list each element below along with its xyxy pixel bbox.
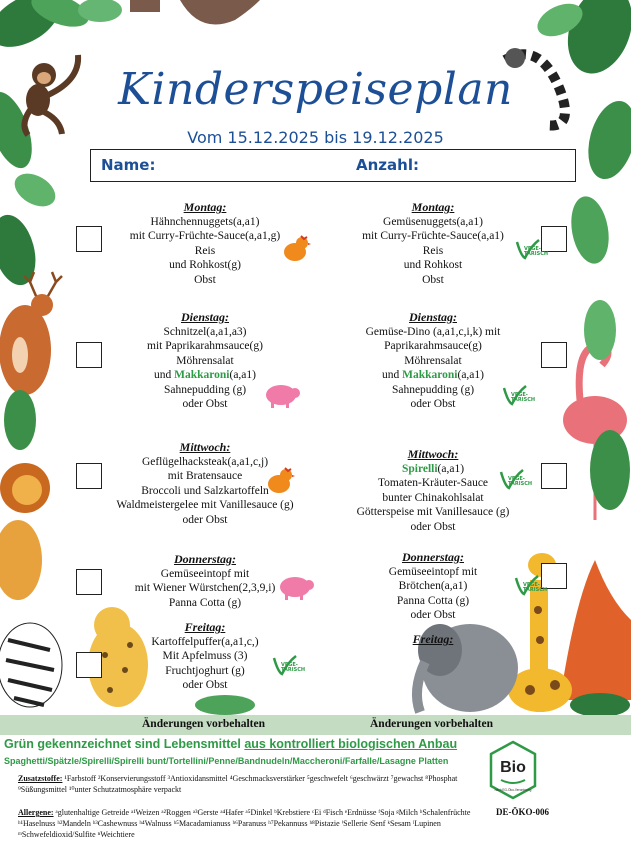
order-checkbox-right-thursday[interactable] (541, 563, 567, 589)
meal-line: Paprikarahmsauce(g) (384, 340, 482, 352)
vege-label-top: VEGE- (511, 392, 528, 398)
vegetarian-icon (513, 236, 549, 266)
day-label: Dienstag: (409, 310, 457, 324)
day-label: Freitag: (184, 620, 226, 634)
vegetarian-icon (500, 382, 536, 412)
order-checkbox-left-wednesday[interactable] (76, 463, 102, 489)
leaf-left-mid (4, 390, 36, 450)
meal-line: mit Bratensauce (167, 470, 243, 482)
meal-line: mit Curry-Früchte-Sauce(a,a1,g) (129, 230, 281, 242)
day-label: Mittwoch: (179, 440, 231, 454)
day-label: Freitag: (412, 632, 454, 646)
meal-line: und Rohkost(g) (169, 259, 241, 271)
page-title: Kinderspeiseplan (118, 64, 513, 115)
meal-prefix: und (153, 369, 175, 381)
meal-left-thursday (105, 552, 305, 610)
day-label: Mittwoch: (407, 447, 459, 461)
day-label: Dienstag: (181, 310, 229, 324)
meal-line: oder Obst (410, 520, 456, 533)
organic-item: Makkaroni (174, 369, 230, 381)
changes-note-left: Änderungen vorbehalten (142, 718, 265, 730)
meal-line: oder Obst (182, 679, 228, 691)
meal-line: mit Paprikarahmsauce(g) (147, 340, 263, 352)
changes-note-right: Änderungen vorbehalten (370, 718, 493, 730)
meal-line: Sahnepudding (g) (391, 383, 475, 396)
meal-right-friday (333, 632, 533, 647)
bio-seal-icon (488, 740, 538, 800)
order-checkbox-left-tuesday[interactable] (76, 342, 102, 368)
certification-code: DE-ÖKO-006 (496, 807, 549, 817)
meal-line: Reis (194, 244, 216, 257)
meal-line: Mit Apfelmuss (3) (162, 650, 248, 662)
meal-line: Sahnepudding (g) (163, 383, 247, 396)
name-count-box[interactable] (90, 149, 576, 182)
meal-line: Fruchtjoghurt (g) (165, 664, 245, 677)
sloth-illustration (130, 0, 260, 25)
meal-line: mit Curry-Früchte-Sauce(a,a1) (362, 230, 504, 242)
leaf-bottom-right (570, 693, 630, 717)
additives-text: ¹Farbstoff ²Konservierungsstoff ³Antioxidansmittel ⁴Geschmacksverstärker ⁵geschwefelt ⁶geschwärzt ⁷gewachst ⁸Phosphat ⁹Süßungsmittel ¹⁰unter Schutzatmosphäre verpackt (18, 774, 458, 794)
vege-label-top: VEGE- (524, 246, 541, 252)
order-checkbox-right-monday[interactable] (541, 226, 567, 252)
leaf-bottom-center (195, 695, 255, 715)
vege-label-top: VEGE- (508, 476, 525, 482)
leaf-right-mid (590, 430, 630, 510)
date-range: Vom 15.12.2025 bis 19.12.2025 (187, 128, 444, 147)
order-checkbox-right-wednesday[interactable] (541, 463, 567, 489)
vege-label-bottom: TARISCH (523, 587, 548, 593)
organic-notice-link: aus kontrolliert biologischen Anbau (244, 737, 458, 751)
meal-line: Möhrensalat (404, 354, 462, 367)
footer-strip (0, 715, 631, 735)
meal-line: Gemüse-Dino (a,a1,c,i,k) mit (365, 325, 501, 338)
order-checkbox-left-monday[interactable] (76, 226, 102, 252)
meal-line: Panna Cotta (g) (396, 594, 470, 607)
meal-line-organic (333, 368, 533, 383)
pig-icon (278, 574, 314, 600)
organic-notice-text: Grün gekennzeichnet sind Lebensmittel (4, 737, 245, 751)
organic-item: Spirelli (401, 462, 438, 475)
meal-line: Tomaten-Kräuter-Sauce (377, 477, 489, 489)
meal-line-organic (105, 368, 305, 383)
vege-label-bottom: TARISCH (524, 251, 549, 257)
meal-line: Gemüsenuggets(a,a1) (383, 215, 483, 228)
meal-line: Hähnchennuggets(a,a1) (150, 215, 260, 228)
order-checkbox-right-tuesday[interactable] (541, 342, 567, 368)
chicken-icon (264, 466, 294, 496)
order-checkbox-left-thursday[interactable] (76, 569, 102, 595)
vege-label-bottom: TARISCH (281, 667, 306, 673)
meal-line: Kartoffelpuffer(a,a1,c,) (151, 635, 259, 648)
vege-label-top: VEGE- (523, 582, 540, 588)
meal-line: oder Obst (410, 398, 456, 410)
meal-line: Reis (422, 244, 444, 257)
leaf-right-upper (584, 300, 616, 360)
meal-line: oder Obst (410, 609, 456, 621)
meal-line: Broccoli und Salzkartoffeln (141, 484, 269, 497)
meal-line: Möhrensalat (176, 354, 234, 367)
meal-line: Gemüseeintopf mit (160, 567, 250, 580)
meal-left-monday (105, 200, 305, 287)
meal-prefix: und (381, 369, 403, 381)
vege-label-bottom: TARISCH (508, 481, 533, 487)
bio-seal-label: Bio (500, 759, 526, 776)
allergen-codes: (a,a1) (229, 369, 256, 381)
order-checkbox-left-friday[interactable] (76, 652, 102, 678)
vege-label-top: VEGE- (281, 662, 298, 668)
meal-line: Panna Cotta (g) (168, 596, 242, 609)
meal-line: Waldmeistergelee mit Vanillesauce (g) (116, 499, 294, 511)
day-label: Donnerstag: (173, 552, 236, 566)
deer-illustration (0, 272, 62, 395)
organic-item: Makkaroni (402, 369, 458, 381)
count-label: Anzahl: (356, 156, 419, 174)
additives-label: Zusatzstoffe: (18, 774, 63, 783)
pasta-list: Spaghetti/Spätzle/Spirelli/Spirelli bunt/Tortellini/Penne/Bandnudeln/Maccheroni/Farfalle/Lasagne Platten (4, 756, 449, 766)
meal-right-monday (333, 200, 533, 287)
allergens-text: ᵃglutenhaltige Getreide ᵃ¹Weizen ᵃ²Roggen ᵃ³Gerste ᵃ⁴Hafer ᵃ⁵Dinkel ᵇKrebstiere ᶜEi ᵈFisch ᵉErdnüsse ᶠSoja ᵍMilch ʰSchalenfrüchte ʰ¹Haselnuss ʰ²Mandeln ʰ³Cashewnuss ʰ⁴Walnuss ʰ⁵Macadamianuss ʰ⁶Paranuss ʰ⁷Pekannuss ʰ⁸Pistazie ⁱSellerie ʲSenf ᵏSesam ˡLupinen ᵐSchwefeldioxid/Sulfite ⁿWeichtiere (18, 808, 471, 839)
allergen-codes: (a,a1) (437, 462, 465, 475)
vege-label-bottom: TARISCH (511, 397, 536, 403)
meal-line: oder Obst (182, 398, 228, 410)
zebra-illustration (0, 623, 62, 707)
day-label: Montag: (411, 200, 455, 214)
meal-line: bunter Chinakohlsalat (382, 491, 484, 504)
vegetarian-icon (270, 652, 306, 682)
allergens-section (18, 807, 488, 840)
pig-icon (264, 382, 300, 408)
bio-seal-sub: nach EG-Öko-Verordnung (494, 788, 532, 792)
allergen-codes: (a,a1) (457, 369, 484, 381)
vegetarian-icon (512, 572, 548, 602)
meal-line: Schnitzel(a,a1,a3) (163, 325, 247, 338)
meal-line: Obst (194, 273, 216, 286)
meal-line: und Rohkost (403, 259, 463, 271)
meal-line: mit Wiener Würstchen(2,3,9,i) (134, 582, 276, 594)
name-label: Name: (101, 156, 156, 174)
organic-notice (4, 737, 457, 751)
day-label: Montag: (183, 200, 227, 214)
chicken-icon (280, 234, 310, 264)
vegetarian-icon (497, 466, 533, 496)
additives-section (18, 773, 488, 795)
meal-line: Obst (422, 273, 444, 286)
meal-line: Götterspeise mit Vanillesauce (g) (356, 506, 510, 518)
meal-right-thursday (333, 550, 533, 623)
meal-line: Geflügelhacksteak(a,a1,c,j) (141, 455, 269, 468)
lion-illustration (0, 463, 50, 600)
fox-illustration (560, 560, 631, 700)
meal-line: oder Obst (182, 513, 228, 526)
allergens-label: Allergene: (18, 808, 54, 817)
meal-line: Gemüseeintopf mit (388, 565, 478, 578)
meal-line: Brötchen(a,a1) (398, 580, 468, 592)
day-label: Donnerstag: (401, 550, 464, 564)
